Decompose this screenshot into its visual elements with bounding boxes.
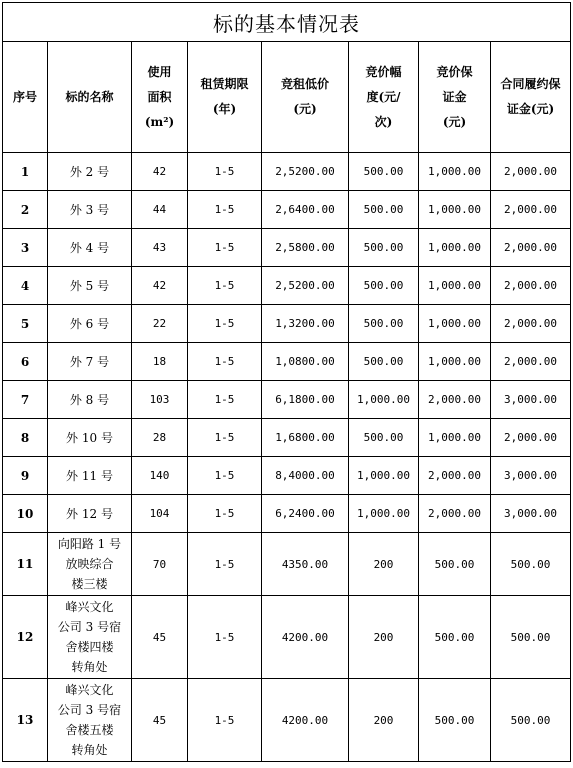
cell-lease-term: 1-5 [188, 533, 262, 596]
table-row [3, 153, 571, 191]
lot-name-line: 转角处 [71, 660, 108, 674]
cell-bid-increment: 500.00 [349, 419, 419, 457]
header-reserve-price [262, 42, 349, 153]
lot-name-line: 外 10 号 [66, 430, 113, 445]
cell-bid-deposit: 1,000.00 [419, 191, 491, 229]
cell-reserve-price: 1,0800.00 [262, 343, 349, 381]
cell-performance-deposit: 3,000.00 [491, 381, 571, 419]
cell-bid-deposit: 1,000.00 [419, 153, 491, 191]
cell-area: 103 [132, 381, 188, 419]
table-row [3, 596, 571, 679]
cell-bid-increment: 500.00 [349, 343, 419, 381]
header-line: 次) [374, 114, 393, 129]
header-line: 标的名称 [65, 89, 114, 104]
cell-bid-increment: 1,000.00 [349, 457, 419, 495]
lot-name-line: 外 8 号 [69, 392, 110, 407]
cell-area: 44 [132, 191, 188, 229]
table-row [3, 381, 571, 419]
header-line: 证金(元) [506, 102, 555, 116]
header-lot-name [48, 42, 132, 153]
header-line: 租赁期限 [200, 77, 249, 91]
cell-bid-increment: 500.00 [349, 305, 419, 343]
cell-lease-term: 1-5 [188, 305, 262, 343]
cell-lot-name [48, 381, 132, 419]
header-line: 竞价保 [436, 64, 473, 79]
header-line: (元) [442, 114, 467, 129]
lot-name-line: 外 2 号 [69, 164, 110, 179]
cell-lease-term: 1-5 [188, 153, 262, 191]
cell-area: 18 [132, 343, 188, 381]
cell-lot-name [48, 533, 132, 596]
lot-name-line: 外 6 号 [69, 316, 110, 331]
cell-bid-increment: 500.00 [349, 229, 419, 267]
header-serial-no [3, 42, 48, 153]
lot-name-line: 峰兴文化 [65, 600, 114, 614]
table-row [3, 419, 571, 457]
cell-performance-deposit: 2,000.00 [491, 305, 571, 343]
cell-performance-deposit: 2,000.00 [491, 153, 571, 191]
cell-serial-no: 10 [3, 495, 48, 533]
cell-lot-name [48, 153, 132, 191]
cell-serial-no: 13 [3, 679, 48, 762]
lot-name-line: 舍楼五楼 [65, 723, 114, 737]
cell-bid-deposit: 1,000.00 [419, 305, 491, 343]
header-bid-increment [349, 42, 419, 153]
cell-bid-increment: 1,000.00 [349, 381, 419, 419]
table-row [3, 343, 571, 381]
cell-area: 45 [132, 679, 188, 762]
cell-serial-no: 3 [3, 229, 48, 267]
cell-lot-name [48, 457, 132, 495]
cell-reserve-price: 8,4000.00 [262, 457, 349, 495]
cell-lease-term: 1-5 [188, 267, 262, 305]
lot-name-line: 外 11 号 [66, 468, 113, 483]
cell-bid-deposit: 1,000.00 [419, 267, 491, 305]
cell-area: 42 [132, 267, 188, 305]
cell-bid-deposit: 500.00 [419, 596, 491, 679]
cell-reserve-price: 2,5200.00 [262, 153, 349, 191]
table-title: 标的基本情况表 [3, 3, 571, 42]
cell-lot-name [48, 191, 132, 229]
cell-lot-name [48, 596, 132, 679]
cell-bid-deposit: 1,000.00 [419, 229, 491, 267]
header-performance-deposit [491, 42, 571, 153]
cell-lease-term: 1-5 [188, 679, 262, 762]
table-row [3, 191, 571, 229]
cell-lease-term: 1-5 [188, 229, 262, 267]
cell-bid-deposit: 2,000.00 [419, 495, 491, 533]
cell-performance-deposit: 2,000.00 [491, 419, 571, 457]
cell-performance-deposit: 500.00 [491, 596, 571, 679]
cell-lease-term: 1-5 [188, 191, 262, 229]
lot-name-line: 放映综合 [65, 557, 114, 571]
cell-bid-increment: 200 [349, 679, 419, 762]
cell-area: 43 [132, 229, 188, 267]
header-area [132, 42, 188, 153]
header-line: 竞价幅 [365, 64, 402, 79]
cell-lot-name [48, 305, 132, 343]
cell-performance-deposit: 500.00 [491, 533, 571, 596]
cell-bid-deposit: 2,000.00 [419, 457, 491, 495]
cell-performance-deposit: 2,000.00 [491, 191, 571, 229]
cell-reserve-price: 2,6400.00 [262, 191, 349, 229]
cell-serial-no: 8 [3, 419, 48, 457]
table-row [3, 679, 571, 762]
cell-lot-name [48, 679, 132, 762]
cell-serial-no: 2 [3, 191, 48, 229]
header-line: 合同履约保 [500, 77, 561, 91]
lot-info-table [2, 2, 571, 762]
cell-reserve-price: 4200.00 [262, 596, 349, 679]
lot-name-line: 外 7 号 [69, 354, 110, 369]
cell-area: 22 [132, 305, 188, 343]
cell-lot-name [48, 419, 132, 457]
cell-reserve-price: 4200.00 [262, 679, 349, 762]
table-row [3, 533, 571, 596]
cell-bid-deposit: 1,000.00 [419, 343, 491, 381]
cell-serial-no: 12 [3, 596, 48, 679]
lot-name-line: 公司 3 号宿 [57, 620, 122, 634]
lot-name-line: 向阳路 1 号 [57, 537, 122, 551]
cell-bid-increment: 500.00 [349, 153, 419, 191]
lot-name-line: 峰兴文化 [65, 683, 114, 697]
cell-lease-term: 1-5 [188, 596, 262, 679]
cell-lot-name [48, 343, 132, 381]
cell-bid-increment: 500.00 [349, 191, 419, 229]
cell-reserve-price: 2,5200.00 [262, 267, 349, 305]
table-row [3, 495, 571, 533]
cell-performance-deposit: 500.00 [491, 679, 571, 762]
table-row [3, 229, 571, 267]
table-row [3, 267, 571, 305]
cell-area: 104 [132, 495, 188, 533]
header-line: 竞租低价 [280, 77, 329, 91]
cell-serial-no: 11 [3, 533, 48, 596]
cell-bid-deposit: 2,000.00 [419, 381, 491, 419]
cell-reserve-price: 1,6800.00 [262, 419, 349, 457]
cell-bid-increment: 200 [349, 596, 419, 679]
cell-reserve-price: 2,5800.00 [262, 229, 349, 267]
lot-name-line: 公司 3 号宿 [57, 703, 122, 717]
lot-name-line: 外 12 号 [66, 506, 113, 521]
cell-lot-name [48, 495, 132, 533]
cell-serial-no: 7 [3, 381, 48, 419]
cell-reserve-price: 4350.00 [262, 533, 349, 596]
table-row [3, 457, 571, 495]
cell-area: 70 [132, 533, 188, 596]
cell-area: 45 [132, 596, 188, 679]
lot-name-line: 转角处 [71, 743, 108, 757]
cell-bid-increment: 500.00 [349, 267, 419, 305]
table-row [3, 305, 571, 343]
cell-bid-deposit: 500.00 [419, 533, 491, 596]
cell-bid-deposit: 1,000.00 [419, 419, 491, 457]
cell-performance-deposit: 3,000.00 [491, 495, 571, 533]
cell-lot-name [48, 229, 132, 267]
cell-reserve-price: 6,1800.00 [262, 381, 349, 419]
cell-serial-no: 6 [3, 343, 48, 381]
header-line: 证金 [442, 89, 467, 104]
header-row [3, 42, 571, 153]
cell-performance-deposit: 2,000.00 [491, 343, 571, 381]
cell-performance-deposit: 3,000.00 [491, 457, 571, 495]
lot-name-line: 外 4 号 [69, 240, 110, 255]
header-line: (元) [293, 102, 317, 116]
header-line: (m²) [144, 114, 175, 129]
cell-bid-deposit: 500.00 [419, 679, 491, 762]
cell-performance-deposit: 2,000.00 [491, 229, 571, 267]
cell-lease-term: 1-5 [188, 495, 262, 533]
cell-lot-name [48, 267, 132, 305]
cell-serial-no: 5 [3, 305, 48, 343]
cell-serial-no: 9 [3, 457, 48, 495]
header-line: 度(元/ [366, 89, 401, 104]
cell-reserve-price: 1,3200.00 [262, 305, 349, 343]
cell-performance-deposit: 2,000.00 [491, 267, 571, 305]
lot-name-line: 外 5 号 [69, 278, 110, 293]
lot-name-line: 楼三楼 [71, 577, 108, 591]
lot-name-line: 舍楼四楼 [65, 640, 114, 654]
header-line: (年) [212, 102, 237, 116]
cell-reserve-price: 6,2400.00 [262, 495, 349, 533]
cell-area: 140 [132, 457, 188, 495]
cell-area: 42 [132, 153, 188, 191]
cell-bid-increment: 1,000.00 [349, 495, 419, 533]
header-lease-term [188, 42, 262, 153]
table-body [3, 153, 571, 762]
cell-serial-no: 4 [3, 267, 48, 305]
header-line: 使用 [147, 64, 172, 79]
header-bid-deposit [419, 42, 491, 153]
lot-name-line: 外 3 号 [69, 202, 110, 217]
cell-lease-term: 1-5 [188, 381, 262, 419]
header-line: 序号 [12, 89, 37, 104]
cell-lease-term: 1-5 [188, 419, 262, 457]
cell-lease-term: 1-5 [188, 343, 262, 381]
header-line: 面积 [147, 89, 172, 104]
cell-lease-term: 1-5 [188, 457, 262, 495]
cell-serial-no: 1 [3, 153, 48, 191]
cell-area: 28 [132, 419, 188, 457]
cell-bid-increment: 200 [349, 533, 419, 596]
